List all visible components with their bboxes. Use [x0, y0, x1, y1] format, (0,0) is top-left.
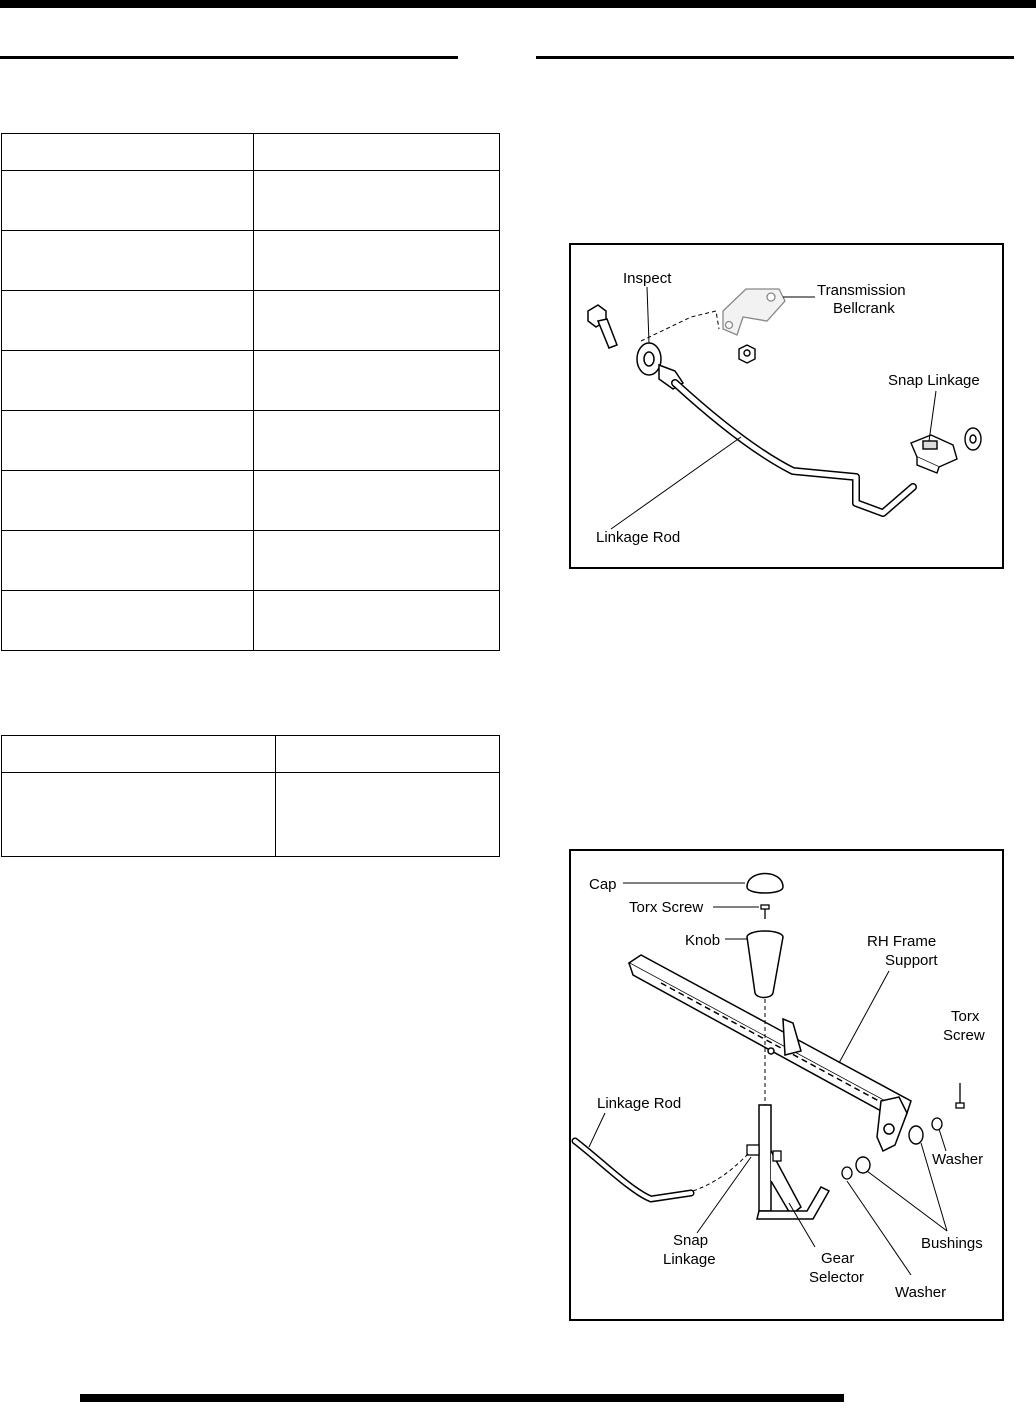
torx-screw-icon	[761, 905, 769, 919]
table-cell	[2, 773, 276, 857]
label-cap: Cap	[589, 876, 617, 893]
right-column-heading-rule	[536, 56, 1014, 59]
label-inspect: Inspect	[623, 270, 672, 287]
bellcrank-icon	[723, 289, 785, 335]
table-cell	[276, 736, 500, 773]
table-cell	[254, 134, 500, 171]
table-cell	[2, 231, 254, 291]
bushing-lower-icon	[856, 1157, 870, 1173]
washer-right-icon	[932, 1118, 942, 1130]
table-row	[2, 231, 500, 291]
washer-icon	[965, 428, 981, 450]
bolt-icon	[588, 305, 617, 348]
label-transmission: Transmission	[817, 282, 906, 299]
torx-screw-right-icon	[956, 1083, 964, 1108]
label-bushings: Bushings	[921, 1235, 983, 1252]
table-cell	[276, 773, 500, 857]
table-cell	[254, 291, 500, 351]
table-row	[2, 411, 500, 471]
spec-table-1	[1, 133, 500, 651]
table-cell	[254, 531, 500, 591]
label-torx-screw-top: Torx Screw	[629, 899, 704, 916]
table-cell	[2, 591, 254, 651]
figure-linkage-rod	[569, 243, 1004, 569]
knob-icon	[747, 931, 783, 998]
linkage-rod-illustration	[571, 245, 1002, 567]
table-cell	[2, 171, 254, 231]
table-row	[2, 291, 500, 351]
label-snap: Snap	[673, 1232, 709, 1249]
label-snap-linkage: Linkage	[663, 1251, 716, 1268]
table-header-row	[2, 736, 500, 773]
spec-table-2	[1, 735, 500, 857]
table-row	[2, 773, 500, 857]
table-cell	[2, 134, 254, 171]
table-row	[2, 591, 500, 651]
table-row	[2, 351, 500, 411]
table-cell	[2, 291, 254, 351]
left-column-heading-rule	[0, 56, 458, 59]
label-washer-bottom: Washer	[895, 1284, 947, 1301]
label-selector: Selector	[809, 1269, 865, 1286]
table-row	[2, 471, 500, 531]
snap-linkage-icon	[911, 435, 957, 473]
table-cell	[254, 411, 500, 471]
nut-icon	[739, 345, 755, 363]
gear-selector-icon	[757, 1105, 829, 1219]
label-snap-linkage: Snap Linkage	[888, 372, 980, 389]
table-cell	[254, 171, 500, 231]
table-cell	[254, 591, 500, 651]
table-cell	[2, 411, 254, 471]
table-cell	[2, 471, 254, 531]
header-rule	[0, 0, 1036, 8]
bushing-upper-icon	[909, 1126, 923, 1144]
table-cell	[2, 351, 254, 411]
label-support: Support	[885, 952, 938, 969]
table-cell	[2, 736, 276, 773]
label-washer-right: Washer	[932, 1151, 984, 1168]
table-cell	[254, 231, 500, 291]
table-row	[2, 171, 500, 231]
gear-selector-illustration	[571, 851, 1002, 1319]
label-rh-frame: RH Frame	[867, 933, 937, 950]
washer-bottom-icon	[842, 1167, 852, 1179]
table-row	[2, 531, 500, 591]
label-linkage-rod: Linkage Rod	[597, 1095, 682, 1112]
label-knob: Knob	[685, 932, 721, 949]
cap-icon	[747, 874, 783, 894]
label-linkage-rod: Linkage Rod	[596, 529, 681, 546]
table-cell	[2, 531, 254, 591]
table-cell	[254, 351, 500, 411]
footer-rule	[80, 1394, 844, 1402]
figure-gear-selector	[569, 849, 1004, 1321]
label-gear: Gear	[821, 1250, 855, 1267]
table-cell	[254, 471, 500, 531]
table-header-row	[2, 134, 500, 171]
label-torx-right: Torx	[951, 1008, 980, 1025]
label-screw-right: Screw	[943, 1027, 985, 1044]
label-bellcrank: Bellcrank	[833, 300, 895, 317]
